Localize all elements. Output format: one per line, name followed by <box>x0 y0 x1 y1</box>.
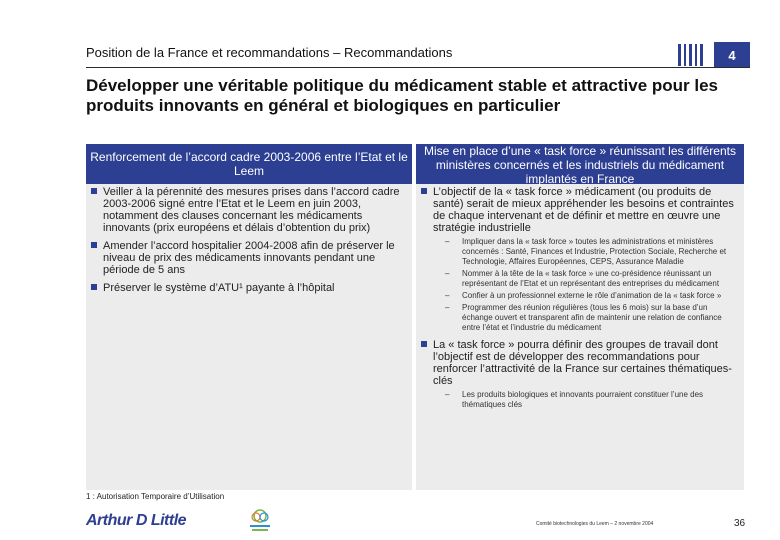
list-item <box>416 186 738 333</box>
bullet-square-icon <box>91 242 97 248</box>
header-divider <box>86 67 750 68</box>
bullet-text: La « task force » pourra définir des groupes de travail dont l’objectif est de développer des recommandations pour renforcer l’attractivité de la France sur certaines thématiques-clés <box>433 339 732 387</box>
dash-icon: – <box>445 269 450 278</box>
right-panel-heading: Mise en place d’une « task force » réunissant les différents ministères concernés et les industriels du médicament implantés en France <box>416 144 744 184</box>
header-decor-bars <box>678 44 703 66</box>
left-panel <box>86 144 412 490</box>
bullet-square-icon <box>421 341 427 347</box>
sub-list-item <box>445 291 738 301</box>
right-bullet-list <box>416 184 744 410</box>
header-title-main: Position de la France et recommandations – <box>86 45 344 60</box>
bullet-text: Amender l’accord hospitalier 2004-2008 afin de préserver le niveau de prix des médicaments innovants pendant une période de 5 ans <box>103 240 395 276</box>
bullet-square-icon <box>421 188 427 194</box>
leem-logo-icon <box>246 508 274 534</box>
bullet-text: L’objectif de la « task force » médicament (ou produits de santé) serait de mieux appréhender les besoins et contraintes de chaque intervenant et de définir et mettre en œuvre une stratégie industrielle <box>433 186 734 234</box>
dash-icon: – <box>445 237 450 246</box>
section-number-badge: 4 <box>714 42 750 68</box>
bullet-text: Veiller à la pérennité des mesures prises dans l’accord cadre 2003-2006 signé entre l’Etat et le Leem en juin 2003, notamment des clauses concernant les médicaments innovants (prix européens et délais d’obtention du prix) <box>103 186 400 234</box>
sub-list-item <box>445 269 738 289</box>
dash-icon: – <box>445 390 450 399</box>
bullet-square-icon <box>91 188 97 194</box>
sub-list-item <box>445 303 738 333</box>
footnote: 1 : Autorisation Temporaire d’Utilisation <box>86 492 225 501</box>
sub-item-text: Nommer à la tête de la « task force » une co-présidence réunissant un représentant de l’Etat et un représentant des entreprises du médicament <box>462 269 720 288</box>
sub-list-item <box>445 237 738 267</box>
dash-icon: – <box>445 303 450 312</box>
sub-list <box>433 390 738 410</box>
left-panel-heading: Renforcement de l’accord cadre 2003-2006 entre l’Etat et le Leem <box>86 144 412 184</box>
list-item <box>416 339 738 410</box>
list-item <box>86 186 404 234</box>
sub-item-text: Impliquer dans la « task force » toutes les administrations et ministères concernés : Santé, Finances et Industrie, Protection Sociale, Recherche et Technologie, Affaires Européennes, CEPS, Assurance Maladie <box>462 237 727 266</box>
right-panel <box>416 144 744 490</box>
list-item <box>86 282 404 294</box>
bullet-square-icon <box>91 284 97 290</box>
header-title-section: Recommandations <box>343 45 453 60</box>
left-bullet-list <box>86 184 412 294</box>
sub-item-text: Les produits biologiques et innovants pourraient constituer l’une des thématiques clés <box>462 390 704 409</box>
arthur-d-little-logo: Arthur D Little <box>86 512 187 529</box>
page-number: 36 <box>734 518 746 529</box>
sub-item-text: Confier à un professionnel externe le rôle d’animation de la « task force » <box>462 291 722 300</box>
page-header-title <box>86 45 452 60</box>
source-note: Comité biotechnologies du Leem – 2 novembre 2004 <box>536 521 654 527</box>
bullet-text: Préserver le système d’ATU¹ payante à l’hôpital <box>103 282 335 294</box>
sub-list <box>433 237 738 333</box>
slide-headline: Développer une véritable politique du médicament stable et attractive pour les produits innovants en général et biologiques en particulier <box>86 76 719 115</box>
dash-icon: – <box>445 291 450 300</box>
sub-item-text: Programmer des réunion régulières (tous les 6 mois) sur la base d’un échange ouvert et transparent afin de maintenir une relation de confiance entre l’état et l’industrie du médicament <box>462 303 722 332</box>
list-item <box>86 240 404 276</box>
sub-list-item <box>445 390 738 410</box>
